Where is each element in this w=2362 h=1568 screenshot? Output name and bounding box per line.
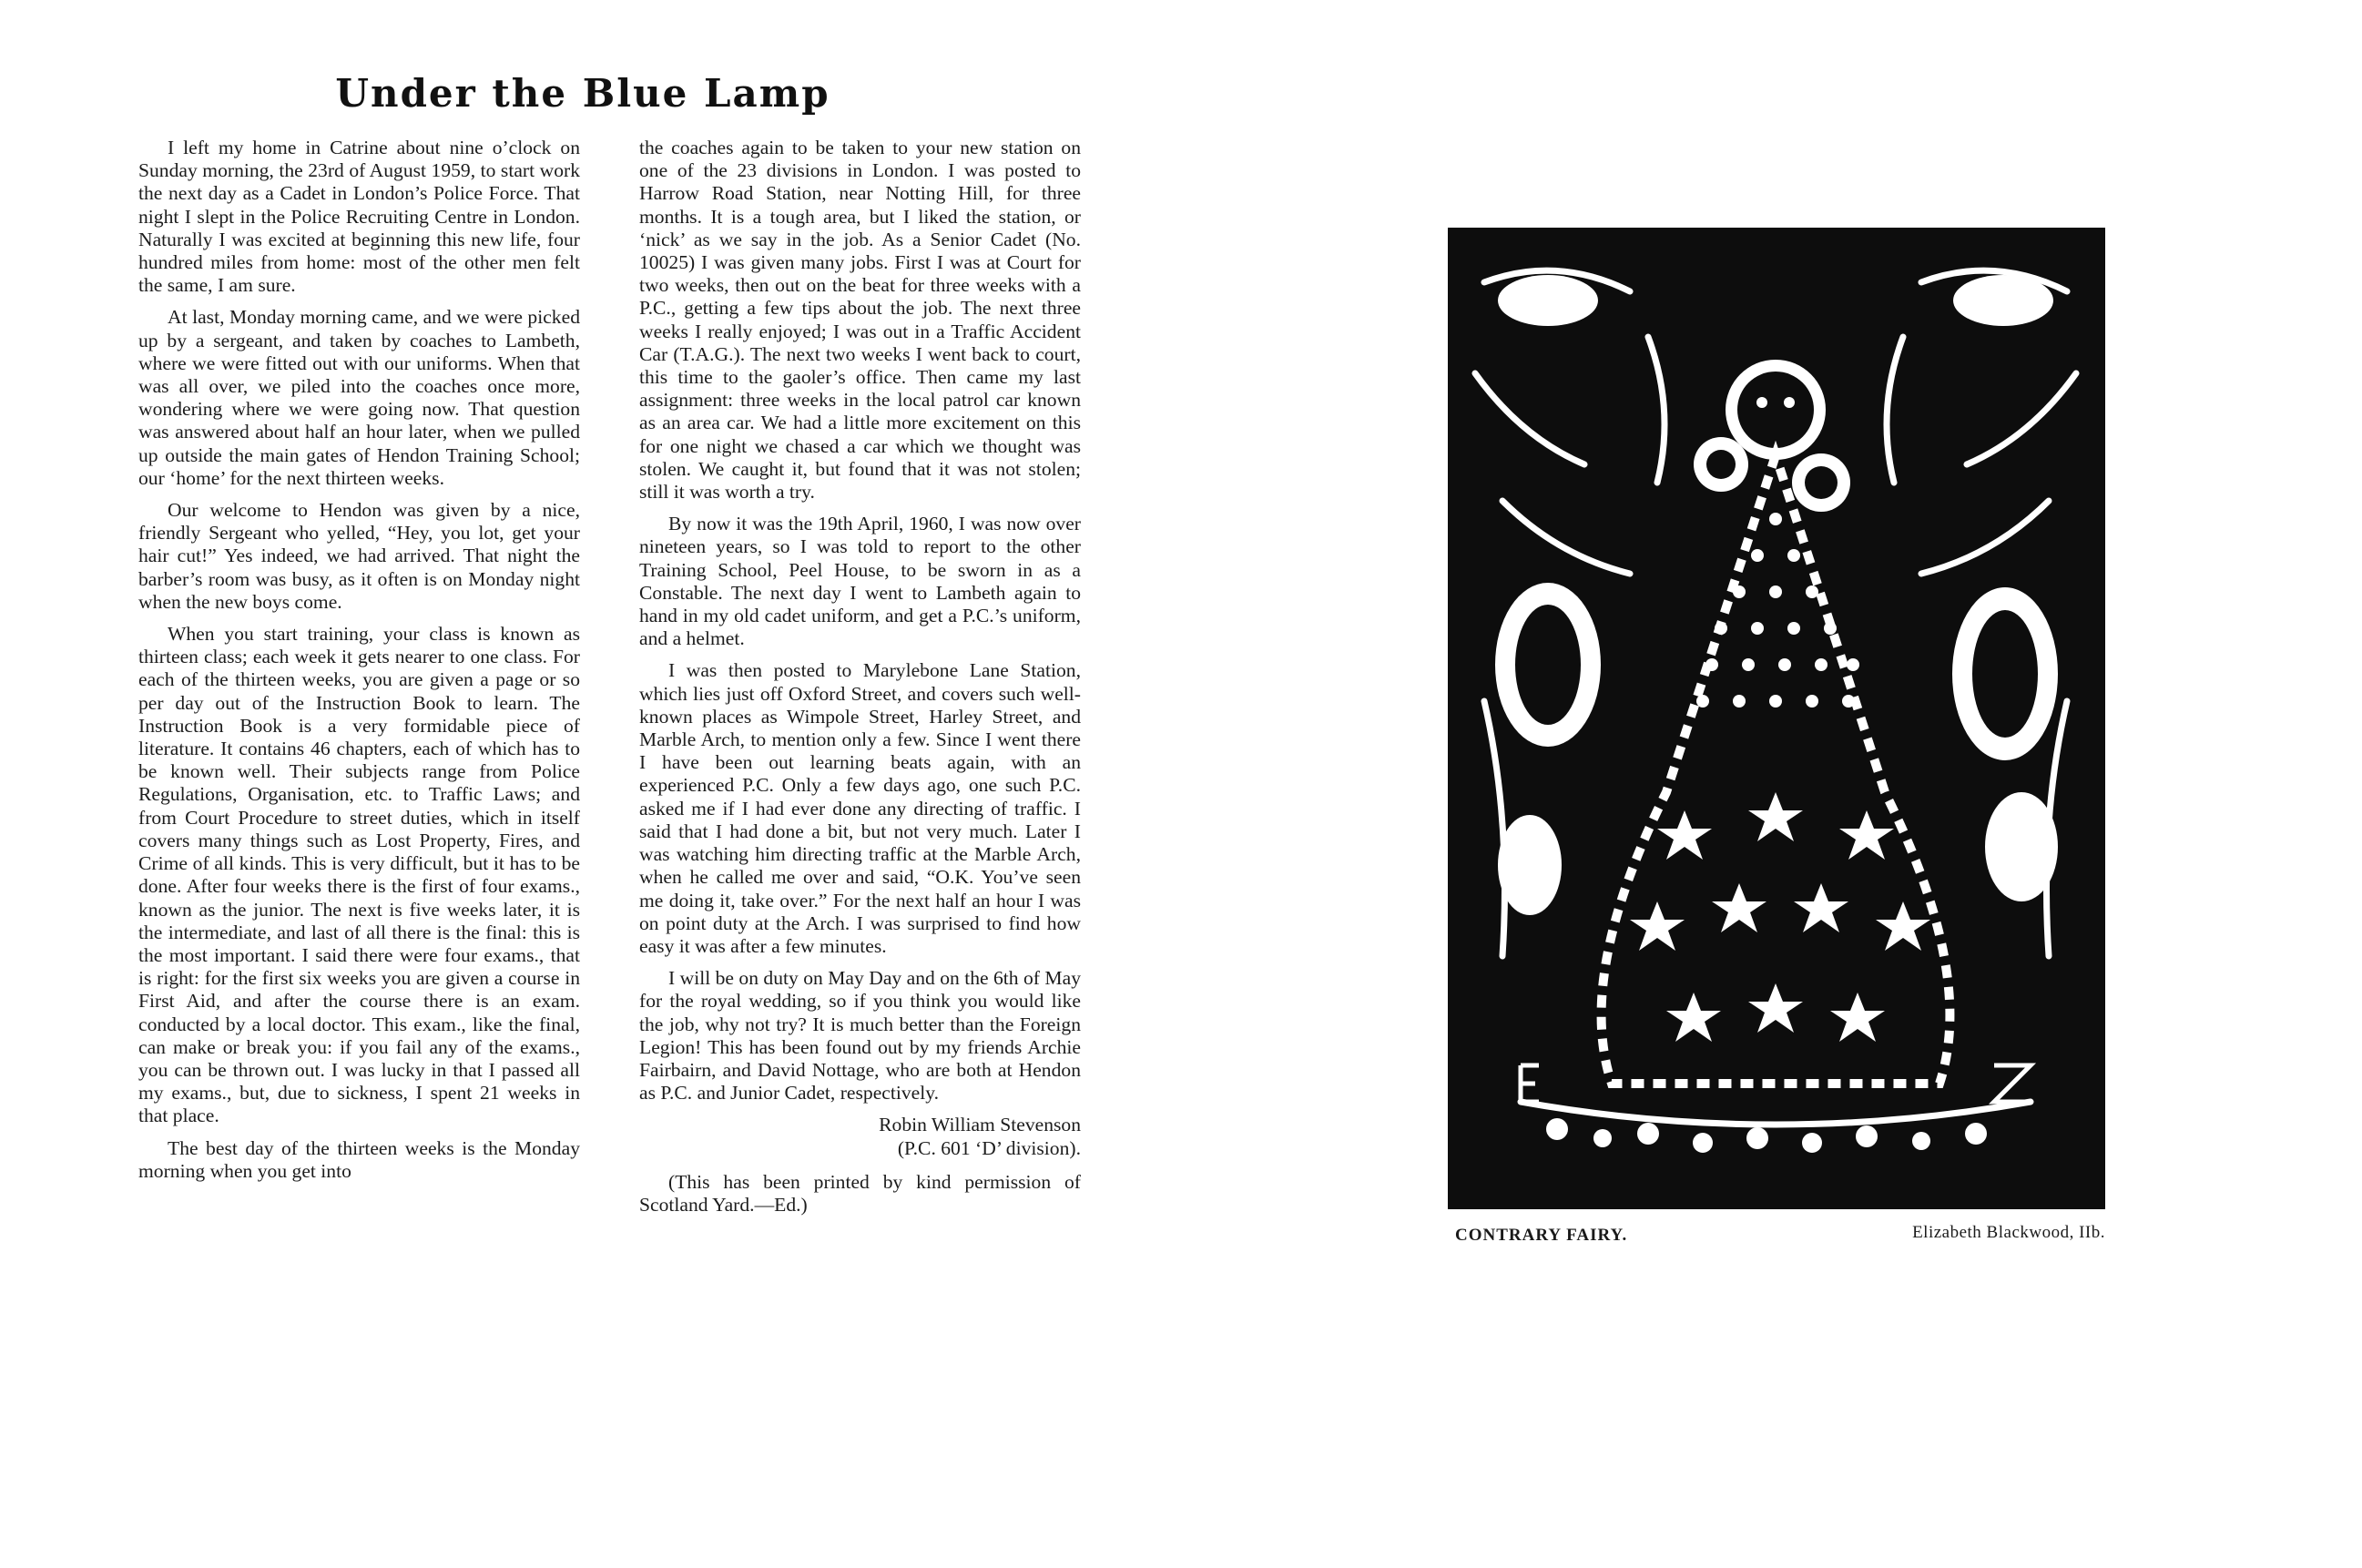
editor-note: (This has been printed by kind permission of Scotland Yard.—Ed.)	[639, 1170, 1081, 1216]
article-right-column	[639, 137, 1081, 1226]
paragraph: I left my home in Catrine about nine o’clock on Sunday morning, the 23rd of August 1959, to start work the next day as a Cadet in London’s Police Force. That night I slept in the Police Recruiting Centre in London. Naturally I was excited at beginning this new life, four hundred miles from home: most of the other men felt the same, I am sure.	[138, 137, 580, 297]
paragraph: Our welcome to Hendon was given by a nice, friendly Sergeant who yelled, “Hey, you lot, get your hair cut!” Yes indeed, we had arrived. That night the barber’s room was busy, as it often is on Monday night when the new boys come.	[138, 499, 580, 613]
author-rank: (P.C. 601 ‘D’ division).	[897, 1136, 1081, 1159]
artwork-title-caption: CONTRARY FAIRY.	[1455, 1226, 1628, 1245]
paragraph: I will be on duty on May Day and on the 6th of May for the royal wedding, so if you think you would like the job, why not try? It is much better than the Foreign Legion! This has been found out by my friends Archie Fairbairn, and David Nottage, who are both at Hendon as P.C. and Junior Cadet, respectively.	[639, 967, 1081, 1105]
article-title: Under the Blue Lamp	[335, 71, 830, 116]
paragraph: the coaches again to be taken to your new station on one of the 23 divisions in London. I was posted to Harrow Road Station, near Notting Hill, for three months. It is a tough area, but I liked the station, or ‘nick’ as we say in the job. As a Senior Cadet (No. 10025) I was given many jobs. First I was at Court for two weeks, then out on the beat for three weeks with a P.C., getting a few tips about the job. The next three weeks I really enjoyed; I was out in a Traffic Accident Car (T.A.G.). The next two weeks I went back to court, this time to the gaoler’s office. Then came my last assignment: three weeks in the local patrol car known as an area car. We had a little more excitement on this for one night we chased a car which we thought was stolen. We caught it, but found that it was not stolen; still it was worth a try.	[639, 137, 1081, 504]
fairy-print-illustration	[1448, 228, 2105, 1209]
paragraph: The best day of the thirteen weeks is the Monday morning when you get into	[138, 1136, 580, 1182]
artwork-artist-caption: Elizabeth Blackwood, IIb.	[1912, 1223, 2105, 1242]
paragraph: At last, Monday morning came, and we were picked up by a sergeant, and taken by coaches to Lambeth, where we were fitted out with our uniforms. When that was all over, we piled into the coaches once more, wondering where we were going now. That question was answered about half an hour later, when we pulled up outside the main gates of Hendon Training School; our ‘home’ for the next thirteen weeks.	[138, 306, 580, 489]
paragraph: I was then posted to Marylebone Lane Station, which lies just off Oxford Street, and covers such well-known places as Wimpole Street, Harley Street, and Marble Arch, to mention only a few. Since I went there I have been out learning beats again, with an experienced P.C. Only a few days ago, one such P.C. asked me if I had ever done any directing of traffic. I said that I had done a bit, but not very much. Later I was watching him directing traffic at the Marble Arch, when he called me over and said, “O.K. You’ve seen me doing it, take over.” For the next half an hour I was on point duty at the Arch. I was surprised to find how easy it was after a few minutes.	[639, 659, 1081, 957]
paragraph: When you start training, your class is known as thirteen class; each week it gets nearer to one class. For each of the thirteen weeks, you are given a page or so per day out of the Instruction Book to learn. The Instruction Book is a very formidable piece of literature. It contains 46 chapters, each of which has to be known well. Their subjects range from Police Regulations, Organisation, etc. to Traffic Laws; and from Court Procedure to street duties, which in itself covers many things such as Lost Property, Fires, and Crime of all kinds. This is very difficult, but it has to be done. After four weeks there is the first of four exams., known as the junior. The next is five weeks later, it is the intermediate, and last of all there is the final: this is the most important. I said there were four exams., that is right: for the first six weeks you are given a course in First Aid, and after the course there is an exam. conducted by a local doctor. This exam., like the final, can make or break you: if you fail any of the exams., you can be thrown out. I was lucky in that I passed all my exams., but, due to sickness, I spent 21 weeks in that place.	[138, 623, 580, 1127]
linocut-artwork	[1448, 228, 2105, 1209]
author-signature	[639, 1114, 1081, 1159]
article-left-column	[138, 137, 580, 1192]
paragraph: By now it was the 19th April, 1960, I was now over nineteen years, so I was told to report to the other Training School, Peel House, to be sworn in as a Constable. The next day I went to Lambeth again to hand in my old cadet uniform, and get a P.C.’s uniform, and a helmet.	[639, 513, 1081, 650]
author-name: Robin William Stevenson	[879, 1114, 1081, 1136]
